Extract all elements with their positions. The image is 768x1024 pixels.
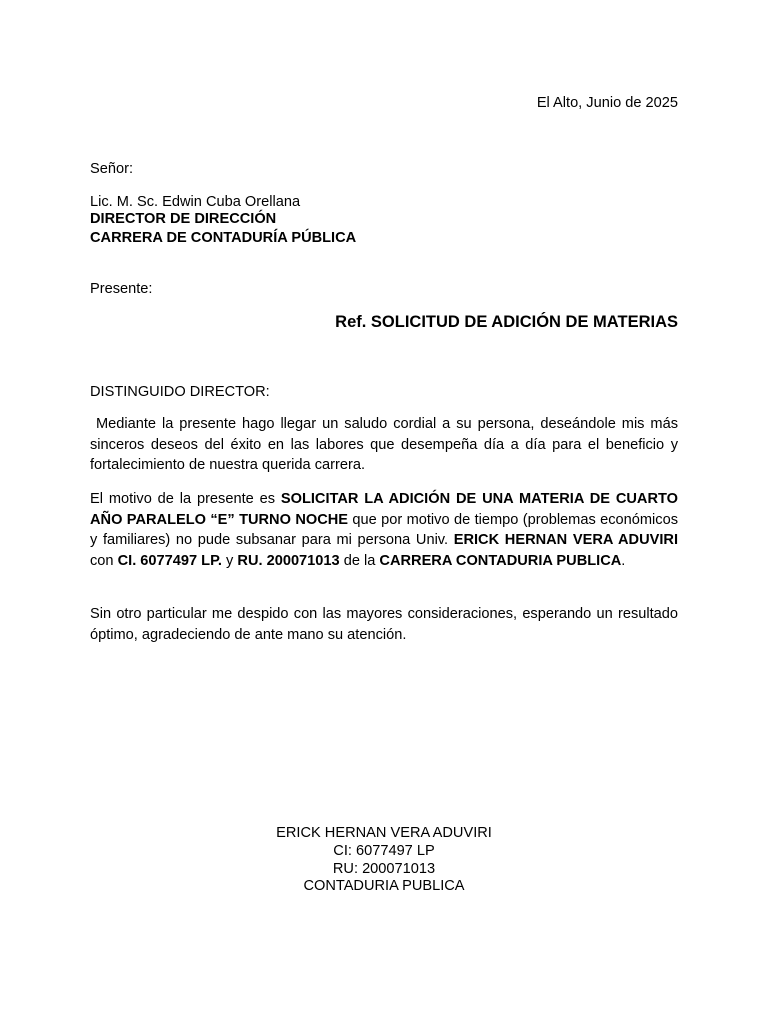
recipient-department: CARRERA DE CONTADURÍA PÚBLICA: [90, 230, 357, 246]
paragraph-2-text-6: .: [621, 552, 626, 569]
paragraph-3: Sin otro particular me despido con las mayores consideraciones, esperando un resultado óptimo, agradeciendo de ante mano su atención.: [90, 606, 678, 643]
reference-line: Ref. SOLICITUD DE ADICIÓN DE MATERIAS: [335, 313, 678, 331]
paragraph-2-bold-career: CARRERA CONTADURIA PUBLICA: [379, 552, 622, 569]
paragraph-2-text-5: de la: [339, 552, 380, 569]
salutation: Señor:: [90, 161, 133, 177]
paragraph-2: [90, 489, 678, 571]
signature-career: CONTADURIA PUBLICA: [303, 878, 465, 895]
signature-name: ERICK HERNAN VERA ADUVIRI: [276, 825, 492, 841]
paragraph-2-bold-ru: RU. 200071013: [237, 552, 340, 569]
signature-block: [0, 825, 768, 896]
letter-date: El Alto, Junio de 2025: [536, 95, 678, 111]
paragraph-2-text-4: y: [222, 552, 238, 569]
paragraph-2-text-2: que por motivo de tiempo (problemas económicos y familiares) no pude subsanar para mi persona Univ.: [90, 511, 678, 548]
recipient-name: Lic. M. Sc. Edwin Cuba Orellana: [90, 194, 301, 210]
paragraph-2-bold-ci: CI. 6077497 LP.: [117, 552, 222, 569]
signature-ru: RU: 200071013: [332, 860, 436, 877]
paragraph-2-bold-request: SOLICITAR LA ADICIÓN DE UNA MATERIA DE CUARTO AÑO PARALELO “E” TURNO NOCHE: [90, 491, 678, 528]
paragraph-1: Mediante la presente hago llegar un saludo cordial a su persona, deseándole mis más sinceros deseos del éxito en las labores que desempeña día a día para el beneficio y fortalecimiento de nuestra querida carrera.: [90, 416, 683, 473]
recipient-title: DIRECTOR DE DIRECCIÓN: [90, 211, 277, 227]
paragraph-2-text-1: El motivo de la presente es: [90, 491, 281, 507]
signature-ci: CI: 6077497 LP: [333, 842, 435, 859]
paragraph-2-bold-student-name: ERICK HERNAN VERA ADUVIRI: [453, 532, 678, 548]
paragraph-2-text-3: con: [90, 552, 118, 569]
greeting: DISTINGUIDO DIRECTOR:: [90, 384, 270, 400]
presente-label: Presente:: [90, 281, 153, 297]
